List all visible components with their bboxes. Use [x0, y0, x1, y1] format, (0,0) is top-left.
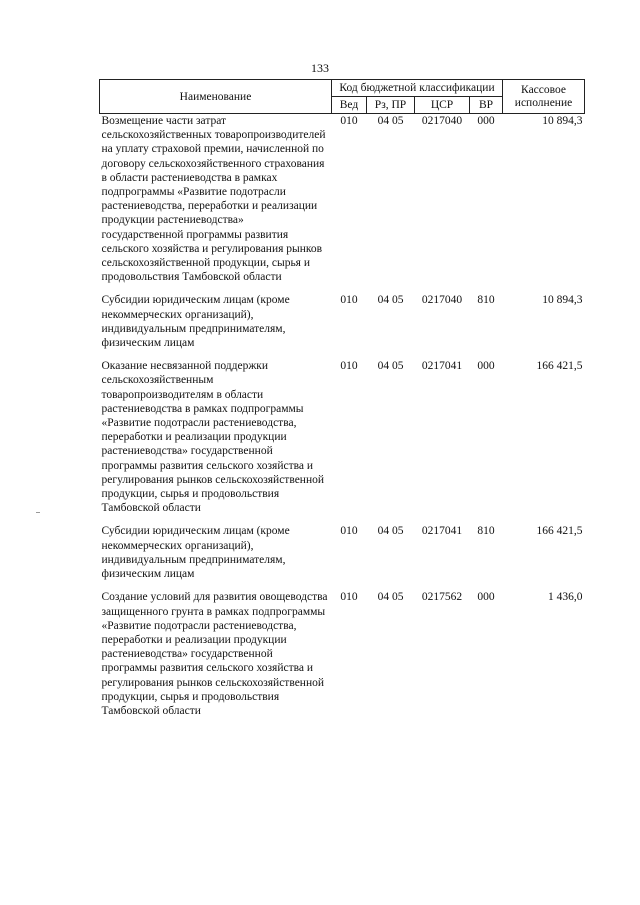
- table-header: [100, 80, 585, 114]
- row-vr: 810: [477, 525, 495, 538]
- row-vr: 000: [477, 115, 495, 127]
- row-amount: 1 436,0: [548, 591, 583, 604]
- margin-mark: [36, 512, 40, 513]
- row-name: Субсидии юридическим лицам (кроме некоммерческих организаций), индивидуальным предпринимателям, физическим лицам: [101, 294, 290, 350]
- row-rz-pr: 04 05: [377, 115, 404, 127]
- header-csr: ЦСР: [415, 97, 470, 114]
- header-code-group: Код бюджетной классификации: [332, 80, 503, 97]
- row-rz-pr: 04 05: [377, 525, 404, 538]
- row-csr: 0217041: [421, 360, 463, 373]
- row-amount: 10 894,3: [542, 115, 583, 127]
- row-vr: 810: [477, 294, 495, 307]
- row-name: Субсидии юридическим лицам (кроме некоммерческих организаций), индивидуальным предпринимателям, физическим лицам: [101, 525, 290, 581]
- row-amount: 10 894,3: [542, 294, 583, 307]
- page-number: 133: [311, 61, 329, 75]
- row-csr: 0217562: [421, 591, 463, 604]
- header-name: Наименование: [100, 80, 332, 114]
- row-ved: 010: [340, 360, 358, 373]
- row-csr: 0217040: [421, 294, 463, 307]
- budget-table: [99, 79, 585, 727]
- row-ved: 010: [340, 115, 358, 127]
- header-kassovoe: Кассовое исполнение: [503, 80, 585, 114]
- row-vr: 000: [477, 360, 495, 373]
- row-amount: 166 421,5: [536, 525, 583, 538]
- row-ved: 010: [340, 294, 358, 307]
- row-ved: 010: [340, 591, 358, 604]
- header-vr: ВР: [470, 97, 503, 114]
- header-ved: Вед: [332, 97, 367, 114]
- row-ved: 010: [340, 525, 358, 538]
- table-row: [100, 524, 585, 590]
- row-name: Оказание несвязанной поддержки сельскохозяйственным товаропроизводителям в области растениеводства в рамках подпрограммы «Развитие подотрасли растениеводства, переработки и реализации продукции растениеводства» государственной программы развития сельского хозяйства и регулирования рынков сельскохозяйственной продукции, сырья и продовольствия Тамбовской области: [101, 360, 325, 515]
- table-row: [100, 114, 585, 294]
- row-rz-pr: 04 05: [377, 360, 404, 373]
- row-amount: 166 421,5: [536, 360, 583, 373]
- row-csr: 0217041: [421, 525, 463, 538]
- row-name: Возмещение части затрат сельскохозяйственных товаропроизводителей на уплату страховой премии, начисленной по договору сельскохозяйственного страхования в области растениеводства в рамках подпрограммы «Развитие подотрасли растениеводства, переработки и реализации продукции растениеводства» государственной программы развития сельского хозяйства и регулирования рынков сельскохозяйственной продукции, сырья и продовольствия Тамбовской области: [101, 115, 326, 284]
- table-row: [100, 359, 585, 524]
- row-rz-pr: 04 05: [377, 591, 404, 604]
- table-row: [100, 590, 585, 727]
- row-rz-pr: 04 05: [377, 294, 404, 307]
- row-csr: 0217040: [421, 115, 463, 127]
- table-row: [100, 293, 585, 359]
- header-rz-pr: Рз, ПР: [367, 97, 415, 114]
- table-body: [100, 114, 585, 728]
- row-vr: 000: [477, 591, 495, 604]
- row-name: Создание условий для развития овощеводства защищенного грунта в рамках подпрограммы «Развитие подотрасли растениеводства, переработки и реализации продукции растениеводства» государственной программы развития сельского хозяйства и регулирования рынков сельскохозяйственной продукции, сырья и продовольствия Тамбовской области: [101, 591, 328, 717]
